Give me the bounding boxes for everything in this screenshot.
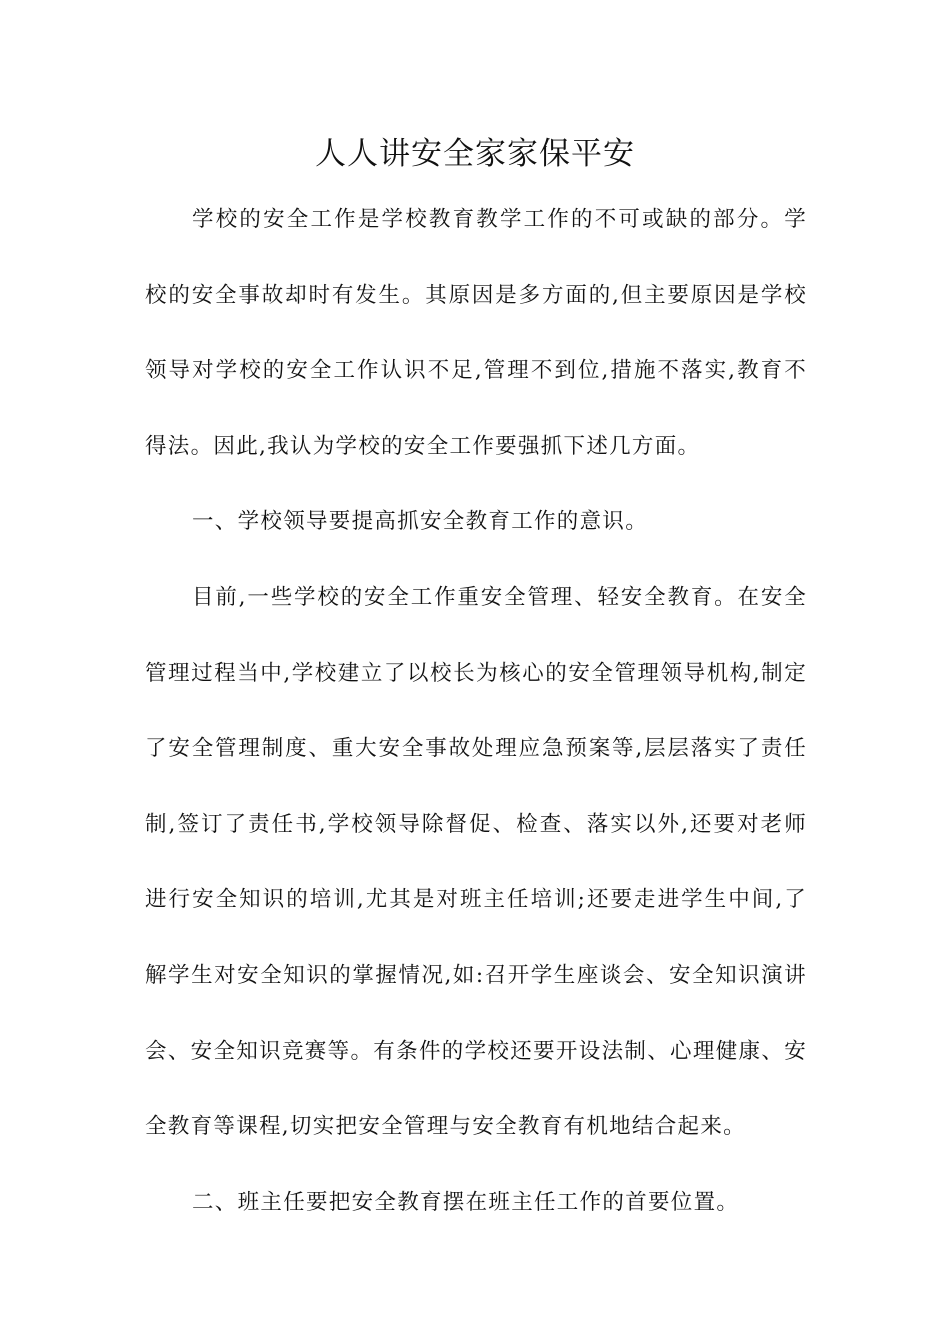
document-title: 人人讲安全家家保平安 (315, 136, 635, 172)
document-body (145, 182, 807, 1240)
section-heading-2: 二、班主任要把安全教育摆在班主任工作的首要位置。 (192, 1189, 740, 1215)
paragraph-intro: 学校的安全工作是学校教育教学工作的不可或缺的部分。学校的安全事故却时有发生。其原因是多方面的,但主要原因是学校领导对学校的安全工作认识不足,管理不到位,措施不落实,教育不得法。因此,我认为学校的安全工作要强抓下述几方面。 (145, 207, 807, 459)
section-heading-1: 一、学校领导要提高抓安全教育工作的意识。 (192, 509, 649, 535)
paragraph-section-1: 目前,一些学校的安全工作重安全管理、轻安全教育。在安全管理过程当中,学校建立了以校长为核心的安全管理领导机构,制定了安全管理制度、重大安全事故处理应急预案等,层层落实了责任制,签订了责任书,学校领导除督促、检查、落实以外,还要对老师进行安全知识的培训,尤其是对班主任培训;还要走进学生中间,了解学生对安全知识的掌握情况,如:召开学生座谈会、安全知识演讲会、安全知识竞赛等。有条件的学校还要开设法制、心理健康、安全教育等课程,切实把安全管理与安全教育有机地结合起来。 (145, 584, 807, 1140)
